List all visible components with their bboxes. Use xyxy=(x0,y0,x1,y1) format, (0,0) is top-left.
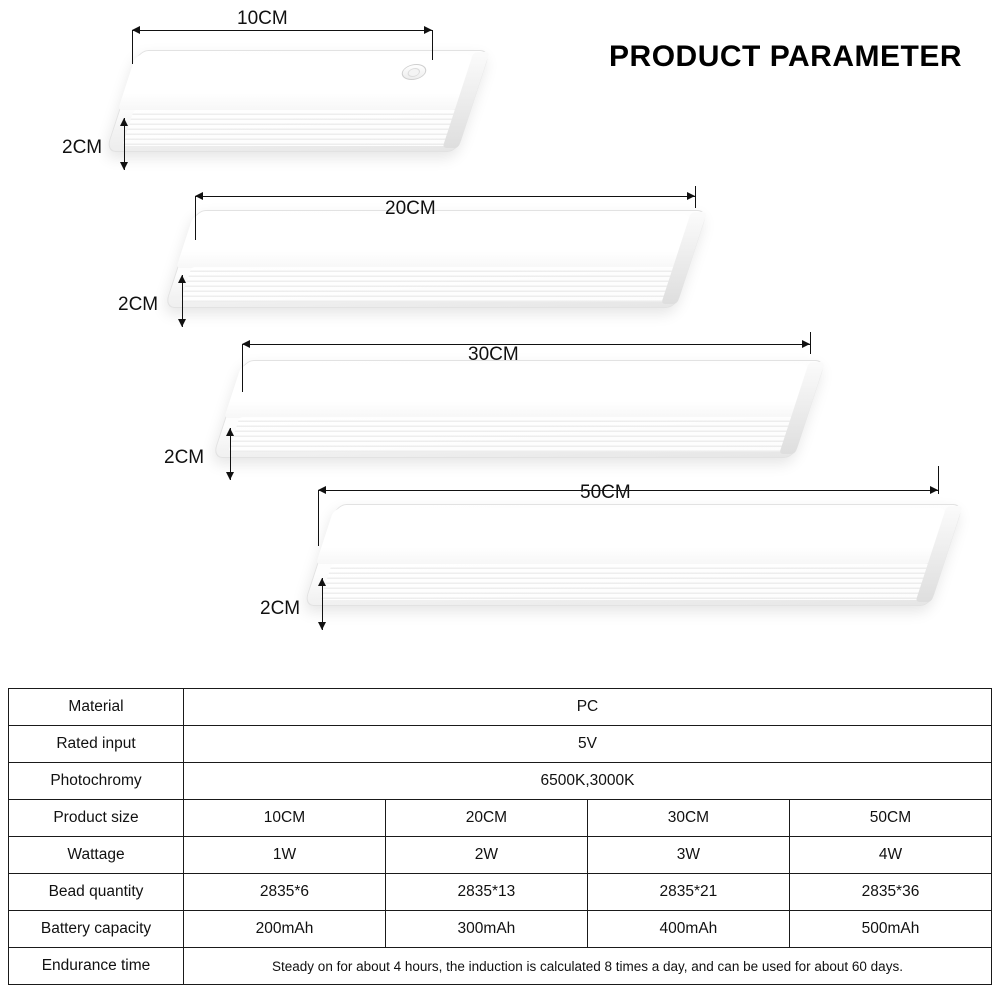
dimension-tick xyxy=(195,196,196,240)
dimension-line-20cm-depth xyxy=(182,275,183,327)
dimension-line-30cm-depth xyxy=(230,428,231,480)
row-value: 2835*6 xyxy=(184,874,386,911)
lamp-30cm xyxy=(228,360,808,456)
row-value: PC xyxy=(184,689,992,726)
table-row xyxy=(9,726,992,763)
dimension-label-10cm-depth: 2CM xyxy=(62,137,103,158)
dimension-tick xyxy=(695,186,696,208)
row-value: 500mAh xyxy=(789,911,991,948)
row-value: 200mAh xyxy=(184,911,386,948)
dimension-tick xyxy=(938,466,939,494)
table-row xyxy=(9,689,992,726)
dimension-label-30cm-depth: 2CM xyxy=(164,447,205,468)
lamp-diffuser xyxy=(224,364,809,418)
dimension-label-50cm-length: 50CM xyxy=(580,482,631,503)
lamp-diffuser xyxy=(176,214,691,268)
lamp-diffuser xyxy=(118,54,474,110)
lamp-50cm xyxy=(320,504,945,604)
row-label: Battery capacity xyxy=(9,911,184,948)
dimension-label-20cm-length: 20CM xyxy=(385,198,436,219)
table-row xyxy=(9,763,992,800)
dimension-label-20cm-depth: 2CM xyxy=(118,294,159,315)
table-row xyxy=(9,911,992,948)
table-row xyxy=(9,800,992,837)
dimension-label-50cm-depth: 2CM xyxy=(260,598,301,619)
row-value: 2W xyxy=(385,837,587,874)
row-value: 1W xyxy=(184,837,386,874)
row-value: 30CM xyxy=(587,800,789,837)
dimension-line-50cm-depth xyxy=(322,578,323,630)
row-label: Rated input xyxy=(9,726,184,763)
lamp-heatsink-ribs xyxy=(320,564,943,600)
row-label: Photochromy xyxy=(9,763,184,800)
lamp-heatsink-ribs xyxy=(122,110,470,146)
row-value: 10CM xyxy=(184,800,386,837)
row-value: 50CM xyxy=(789,800,991,837)
row-label: Wattage xyxy=(9,837,184,874)
row-value: 2835*21 xyxy=(587,874,789,911)
dimension-line-10cm-depth xyxy=(124,118,125,170)
row-value: 300mAh xyxy=(385,911,587,948)
table-row xyxy=(9,874,992,911)
dimension-line-30cm-length xyxy=(242,344,810,345)
dimension-tick xyxy=(318,490,319,546)
dimension-tick xyxy=(432,30,433,60)
row-label: Material xyxy=(9,689,184,726)
table-row xyxy=(9,837,992,874)
row-value: Steady on for about 4 hours, the induction is calculated 8 times a day, and can be used for about 60 days. xyxy=(184,948,992,985)
row-label: Bead quantity xyxy=(9,874,184,911)
row-value: 2835*13 xyxy=(385,874,587,911)
dimension-label-10cm-length: 10CM xyxy=(237,8,288,29)
lamp-heatsink-ribs xyxy=(228,417,805,452)
dimension-tick xyxy=(132,30,133,64)
table-row xyxy=(9,948,992,985)
dimension-tick xyxy=(242,344,243,392)
dimension-tick xyxy=(810,332,811,354)
lamp-20cm xyxy=(180,210,690,306)
dimension-line-10cm-length xyxy=(132,30,432,31)
row-value: 400mAh xyxy=(587,911,789,948)
row-value: 5V xyxy=(184,726,992,763)
lamp-diffuser xyxy=(316,508,947,564)
dimension-label-30cm-length: 30CM xyxy=(468,344,519,365)
row-value: 3W xyxy=(587,837,789,874)
row-value: 4W xyxy=(789,837,991,874)
page-title: PRODUCT PARAMETER xyxy=(609,40,962,73)
lamp-10cm xyxy=(122,50,472,150)
row-value: 2835*36 xyxy=(789,874,991,911)
row-label: Product size xyxy=(9,800,184,837)
row-value: 6500K,3000K xyxy=(184,763,992,800)
lamp-heatsink-ribs xyxy=(180,267,687,302)
row-label: Endurance time xyxy=(9,948,184,985)
specification-table xyxy=(8,688,992,985)
row-value: 20CM xyxy=(385,800,587,837)
dimension-line-20cm-length xyxy=(195,196,695,197)
